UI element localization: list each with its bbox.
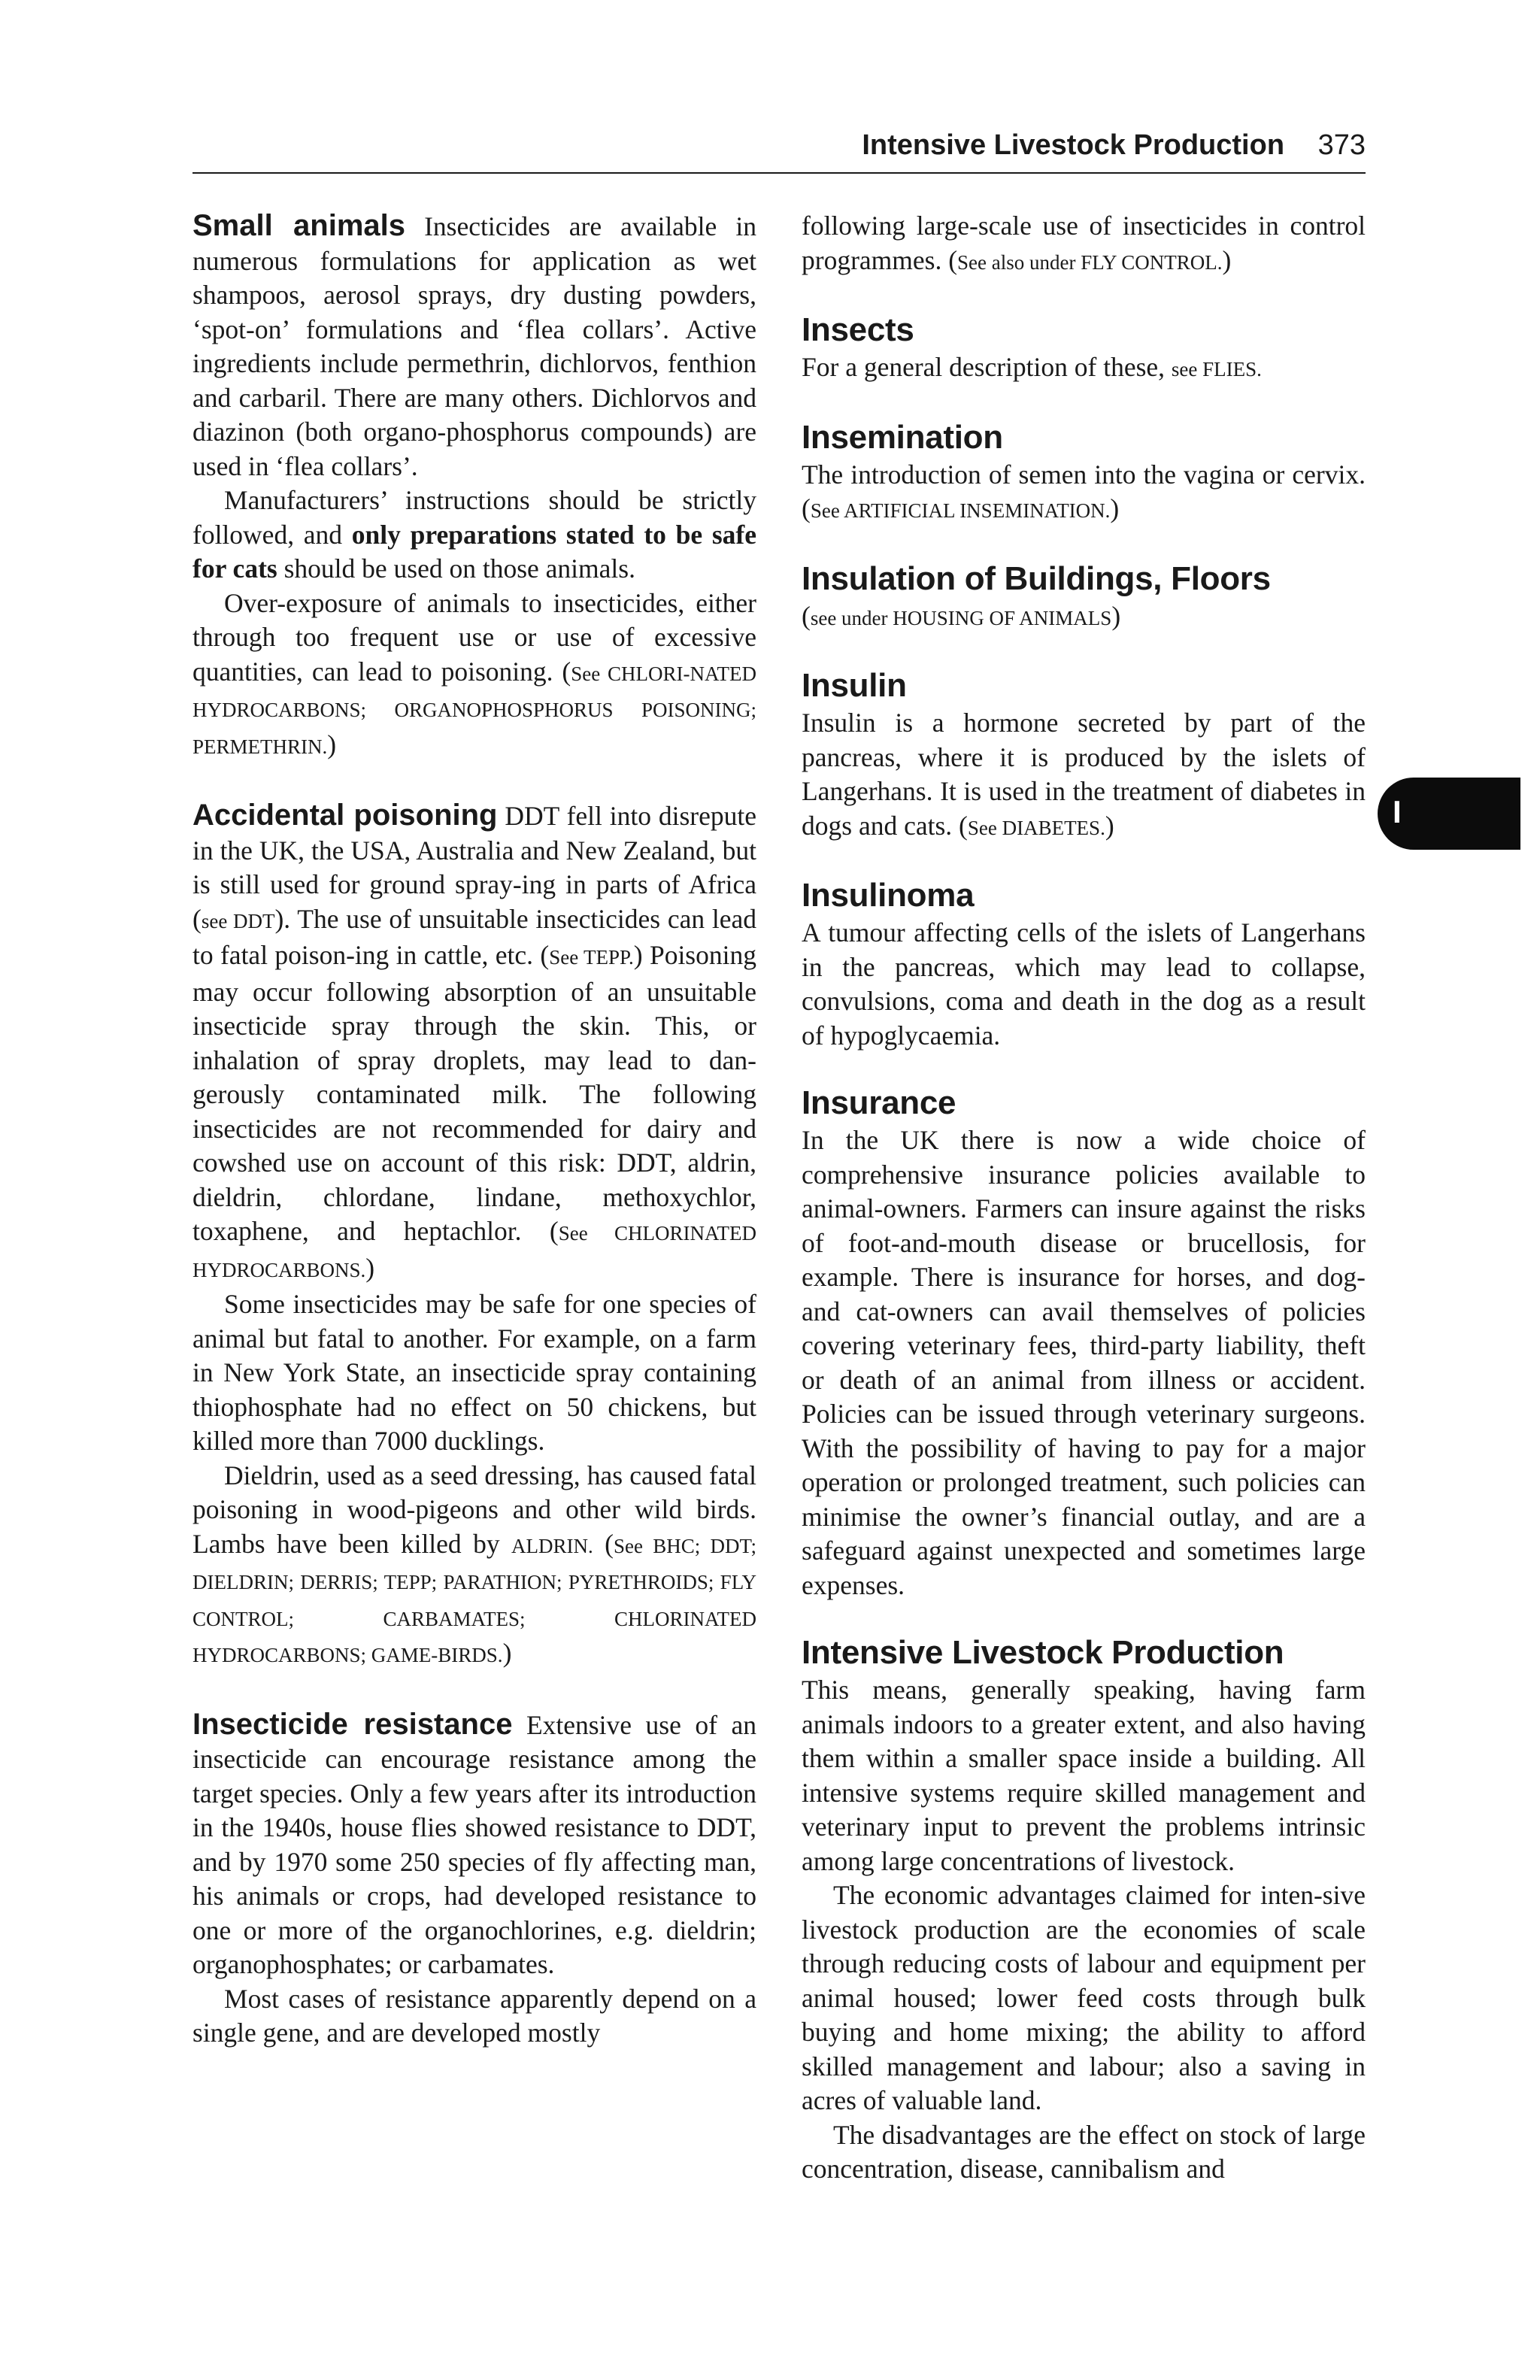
entry-heading-intensive-livestock: Intensive Livestock Production [802, 1634, 1284, 1671]
header-rule [192, 172, 1366, 174]
cross-reference: See DIABETES. [967, 816, 1105, 839]
resistance-gene-paragraph: Most cases of resistance apparently depend on a single gene, and are developed mostly [192, 1983, 756, 2048]
cross-reference: see FLIES. [1171, 358, 1262, 380]
insurance-text: In the UK there is now a wide choice of comprehensive insurance policies available to animal-owners. Farmers can insure against the risks of foot-and-mouth disease or brucellosis, for example. There is insurance for horses, and dog- and cat-owners can avail themselves of policies covering veterinary fees, third-party liability, theft or death of an animal from illness or accident. Policies can be issued through veterinary surgeons. With the possibility of having to pay for a major operation or prolonged treatment, such policies can minimise the owner’s financial outlay, and are a safeguard against unexpected and sometimes large expenses. [802, 1125, 1366, 1600]
cross-reference: see under HOUSING OF ANIMALS [810, 606, 1112, 629]
cat-safety-warning: only preparations stated to be safe for cats [192, 519, 756, 584]
continuation-paragraph: following large-scale use of insecticides in control programmes. (See also under FLY CONTROL.) [802, 211, 1366, 275]
thumb-index-tab [1378, 778, 1520, 850]
accidental-poisoning-paragraph: Accidental poisoning DDT fell into disrepute in the UK, the USA, Australia and New Zealand, but is still used for ground spray-ing in parts of Africa (see DDT). The use of unsuitable insecticides can lead to fatal poison-ing in cattle, etc. (See TEPP.) Poisoning may occur following absorption of an unsuitable insecticide spray through the skin. This, or inhalation of spray droplets, may lead to dan-gerously contaminated milk. The following insecticides are not recommended for dairy and cowshed use on account of this risk: DDT, aldrin, dieldrin, chlordane, lindane, methoxychlor, toxaphene, and heptachlor. (See CHLORINATED HYDROCARBONS.) [192, 799, 756, 1283]
entry-heading-insulation: Insulation of Buildings, Floors [802, 559, 1271, 597]
dieldrin-paragraph: Dieldrin, used as a seed dressing, has caused fatal poisoning in wood-pigeons and other wild birds. Lambs have been killed by ALDRIN. (See BHC; DDT; DIELDRIN; DERRIS; TEPP; PARATHION; PYRETHROIDS; FLY CONTROL; CARBAMATES; CHLORINATED HYDROCARBONS; GAME-BIRDS.) [192, 1460, 756, 1668]
intensive-text-2: The economic advantages claimed for inten-sive livestock production are the economies of scale through reducing costs of labour and equipment per animal housed; lower feed costs through bulk buying and home mixing; the ability to afford skilled management and labour; also a saving in acres of valuable land. [802, 1880, 1366, 2115]
cross-reference: See also under FLY CONTROL. [957, 250, 1223, 274]
cross-reference: see DDT [201, 909, 275, 932]
entry-heading-insurance: Insurance [802, 1084, 956, 1121]
small-animals-paragraph: Small animals Insecticides are available in numerous formulations for application as wet shampoos, aerosol sprays, dry dusting powders, ‘spot-on’ formulations and ‘flea collars’. Active ingredients include permethrin, dichlorvos, fenthion and carbaril. There are many others. Dichlorvos and diazinon (both organo-phosphorus compounds) are used in ‘flea collars’. [192, 209, 757, 481]
right-column [802, 209, 1366, 2187]
entry-heading-insemination: Insemination [802, 418, 1003, 456]
accidental-poisoning-heading: Accidental poisoning [192, 799, 498, 832]
cross-reference: See TEPP. [549, 946, 634, 969]
cross-reference: See ARTIFICIAL INSEMINATION. [810, 499, 1111, 522]
insects-text: For a general description of these, see FLIES. [802, 352, 1262, 382]
running-head-title: Intensive Livestock Production [862, 129, 1285, 161]
insulin-text: Insulin is a hormone secreted by part of the pancreas, where it is produced by the islets of Langerhans. It is used in the treatment of diabetes in dogs and cats. (See DIABETES.) [802, 708, 1366, 841]
insecticide-resistance-heading: Insecticide resistance [192, 1707, 513, 1741]
thumb-index-letter: I [1393, 794, 1402, 829]
insemination-text: The introduction of semen into the vagina or cervix. (See ARTIFICIAL INSEMINATION.) [802, 459, 1366, 523]
intensive-text-1: This means, generally speaking, having farm animals indoors to a greater extent, and also having them within a smaller space inside a building. All intensive systems require skilled management and veterinary input to prevent the problems intrinsic among large concentrations of livestock. [802, 1675, 1366, 1876]
entry-heading-insulinoma: Insulinoma [802, 877, 975, 914]
entry-heading-insects: Insects [802, 311, 914, 348]
insulinoma-text: A tumour affecting cells of the islets of Langerhans in the pancreas, which may lead to collapse, convulsions, coma and death in the dog as a result of hypoglycaemia. [802, 917, 1366, 1051]
cross-reference: ALDRIN. [511, 1534, 593, 1557]
overexposure-paragraph: Over-exposure of animals to insecticides, either through too frequent use or use of excessive quantities, can lead to poisoning. (See CHLORI-NATED HYDROCARBONS; ORGANOPHOSPHORUS POISONING; PERMETHRIN.) [192, 587, 756, 759]
small-animals-heading: Small animals [192, 209, 406, 242]
cross-reference: See BHC; DDT; DIELDRIN; DERRIS; TEPP; PARATHION; PYRETHROIDS; FLY CONTROL; CARBAMATES; CHLORINATED HYDROCARBONS; GAME-BIRDS. [192, 1534, 756, 1666]
entry-heading-insulin: Insulin [802, 667, 907, 704]
left-column [192, 209, 756, 2051]
cross-reference: CHLORI-NATED HYDROCARBONS; ORGANOPHOSPHORUS POISONING; PERMETHRIN. [192, 662, 756, 758]
cross-reference: See CHLORINATED HYDROCARBONS. [192, 1222, 756, 1281]
insulation-text: (see under HOUSING OF ANIMALS) [802, 600, 1121, 631]
intensive-text-3: The disadvantages are the effect on stock of large concentration, disease, cannibalism and [802, 2119, 1366, 2184]
running-head [192, 129, 1366, 162]
manufacturers-paragraph: Manufacturers’ instructions should be strictly followed, and only preparations stated to be safe for cats should be used on those animals. [192, 485, 756, 584]
species-paragraph: Some insecticides may be safe for one species of animal but fatal to another. For example, on a farm in New York State, an insecticide spray containing thiophosphate had no effect on 50 chickens, but killed more than 7000 ducklings. [192, 1289, 756, 1456]
insecticide-resistance-paragraph: Insecticide resistance Extensive use of an insecticide can encourage resistance among the target species. Only a few years after its introduction in the 1940s, house flies showed resistance to DDT, and by 1970 some 250 species of fly affecting man, his animals or crops, had developed resistance to one or more of the organochlorines, e.g. dieldrin; organophosphates; or carbamates. [192, 1707, 757, 1979]
page-number: 373 [1317, 129, 1366, 161]
